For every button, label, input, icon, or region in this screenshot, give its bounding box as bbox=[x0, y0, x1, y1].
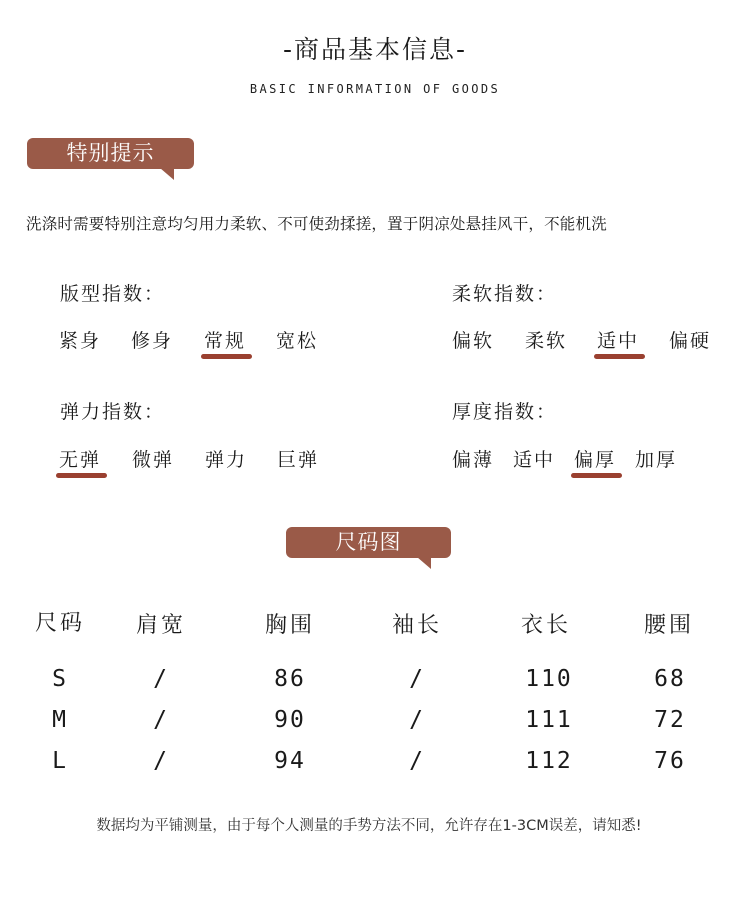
measurement-note: 数据均为平铺测量，由于每个人测量的手势方法不同，允许存在1-3CM误差，请知悉! bbox=[96, 818, 642, 834]
thickness-option-1: 适中 bbox=[513, 449, 556, 471]
size-header-size: 尺码 bbox=[34, 611, 85, 636]
fit-option-2: 常规 bbox=[204, 330, 247, 352]
softness-option-0: 偏软 bbox=[452, 330, 495, 352]
notice-tag-label: 特别提示 bbox=[66, 141, 155, 165]
thickness-index-title: 厚度指数： bbox=[452, 401, 558, 423]
thickness-option-2: 偏厚 bbox=[574, 449, 617, 471]
page-subtitle: BASIC INFORMATION OF GOODS bbox=[249, 82, 501, 96]
table-cell: 94 bbox=[274, 748, 306, 774]
size-header-waist: 腰围 bbox=[643, 613, 694, 638]
thickness-option-3: 加厚 bbox=[635, 449, 678, 471]
size-chart-tag-tail bbox=[417, 557, 431, 569]
softness-index-title: 柔软指数： bbox=[452, 283, 558, 305]
table-cell: L bbox=[52, 748, 68, 774]
fit-selected-underline bbox=[201, 354, 252, 359]
elasticity-selected-underline bbox=[56, 473, 107, 478]
size-header-shoulder: 肩宽 bbox=[135, 613, 186, 638]
table-cell: / bbox=[409, 707, 425, 733]
table-cell: / bbox=[153, 666, 169, 692]
table-cell: / bbox=[153, 707, 169, 733]
size-chart-tag bbox=[286, 527, 451, 558]
elasticity-option-2: 弹力 bbox=[205, 449, 248, 471]
table-cell: 86 bbox=[274, 666, 306, 692]
table-cell: 72 bbox=[654, 707, 686, 733]
table-cell: 110 bbox=[525, 666, 573, 692]
elasticity-index-title: 弹力指数： bbox=[60, 401, 166, 423]
softness-selected-underline bbox=[594, 354, 645, 359]
notice-tag bbox=[27, 138, 194, 169]
table-cell: 68 bbox=[654, 666, 686, 692]
care-instructions: 洗涤时需要特别注意均匀用力柔软、不可使劲揉搓，置于阴凉处悬挂风干，不能机洗 bbox=[26, 215, 607, 233]
thickness-selected-underline bbox=[571, 473, 622, 478]
fit-option-0: 紧身 bbox=[59, 330, 102, 352]
softness-option-2: 适中 bbox=[597, 330, 640, 352]
table-cell: / bbox=[153, 748, 169, 774]
softness-option-3: 偏硬 bbox=[669, 330, 712, 352]
table-cell: / bbox=[409, 748, 425, 774]
elasticity-option-1: 微弹 bbox=[132, 449, 175, 471]
elasticity-option-3: 巨弹 bbox=[277, 449, 320, 471]
table-cell: S bbox=[52, 666, 68, 692]
table-cell: 111 bbox=[525, 707, 573, 733]
fit-option-1: 修身 bbox=[131, 330, 174, 352]
elasticity-option-0: 无弹 bbox=[59, 449, 102, 471]
size-header-length: 衣长 bbox=[520, 613, 571, 638]
thickness-option-0: 偏薄 bbox=[452, 449, 495, 471]
size-chart-tag-label: 尺码图 bbox=[335, 530, 402, 554]
table-cell: 112 bbox=[525, 748, 573, 774]
page-title: -商品基本信息- bbox=[282, 35, 468, 64]
size-header-chest: 胸围 bbox=[264, 613, 315, 638]
table-cell: 90 bbox=[274, 707, 306, 733]
size-header-sleeve: 袖长 bbox=[391, 613, 442, 638]
fit-option-3: 宽松 bbox=[276, 330, 319, 352]
table-cell: / bbox=[409, 666, 425, 692]
table-cell: M bbox=[52, 707, 68, 733]
softness-option-1: 柔软 bbox=[525, 330, 568, 352]
notice-tag-tail bbox=[160, 168, 174, 180]
table-cell: 76 bbox=[654, 748, 686, 774]
fit-index-title: 版型指数： bbox=[60, 283, 166, 305]
